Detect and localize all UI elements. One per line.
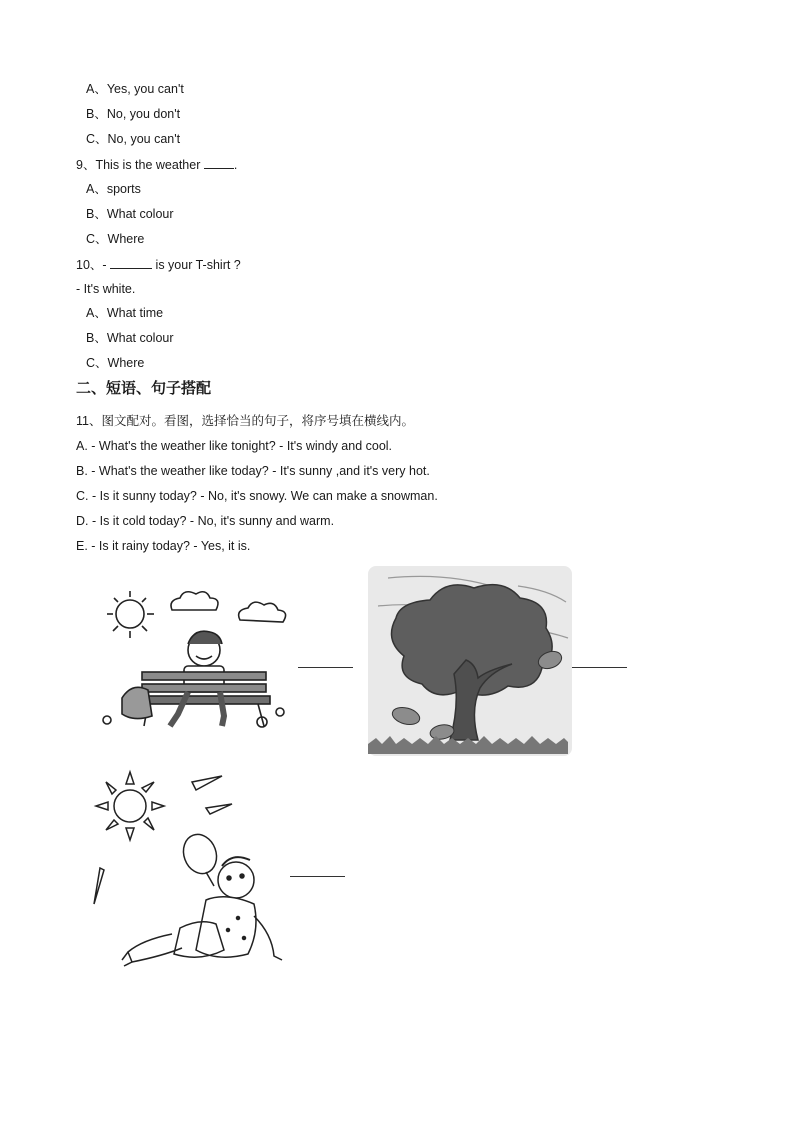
section-heading: 二、短语、句子搭配 [76, 380, 212, 397]
q11-sentence-d: D. - Is it cold today? - No, it's sunny and warm. [76, 514, 335, 528]
q8-option-c: C、No, you can't [86, 132, 181, 146]
windy-tree-picture [368, 566, 572, 756]
q9-option-c: C、Where [86, 232, 145, 246]
q10-blank[interactable] [110, 256, 152, 269]
answer-line-picture-2[interactable] [572, 667, 627, 668]
q9-suffix: . [233, 158, 238, 172]
q10-option-a: A、What time [86, 306, 164, 320]
q9-option-b: B、What colour [86, 207, 174, 221]
q11-instruction: 11、图文配对。看图，选择恰当的句子，将序号填在横线内。 [76, 414, 414, 428]
q10-option-b: B、What colour [86, 331, 174, 345]
q8-option-b: B、No, you don't [86, 107, 181, 121]
answer-line-picture-1[interactable] [298, 667, 353, 668]
q11-sentence-c: C. - Is it sunny today? - No, it's snowy. We can make a snowman. [76, 489, 438, 503]
q10-prefix: 10、- [76, 258, 107, 272]
q11-sentence-b: B. - What's the weather like today? - It's sunny ,and it's very hot. [76, 464, 430, 478]
q8-option-a: A、Yes, you can't [86, 82, 184, 96]
q9-blank[interactable] [204, 156, 234, 169]
q10-stem [76, 256, 241, 273]
sunny-bench-picture [92, 588, 297, 738]
q10-reply: - It's white. [76, 282, 136, 296]
q11-sentence-a: A. - What's the weather like tonight? - It's windy and cool. [76, 439, 393, 453]
q10-option-c: C、Where [86, 356, 145, 370]
sun-rays-icon [107, 591, 154, 638]
sun-rays-icon [96, 772, 164, 840]
answer-line-picture-3[interactable] [290, 876, 345, 877]
q9-option-a: A、sports [86, 182, 141, 196]
q11-sentence-e: E. - Is it rainy today? - Yes, it is. [76, 539, 251, 553]
q9-prefix: 9、This is the weather [76, 158, 201, 172]
hot-sunny-picture [88, 768, 288, 968]
q9-stem [76, 156, 237, 173]
q10-suffix: is your T-shirt ? [155, 258, 241, 272]
